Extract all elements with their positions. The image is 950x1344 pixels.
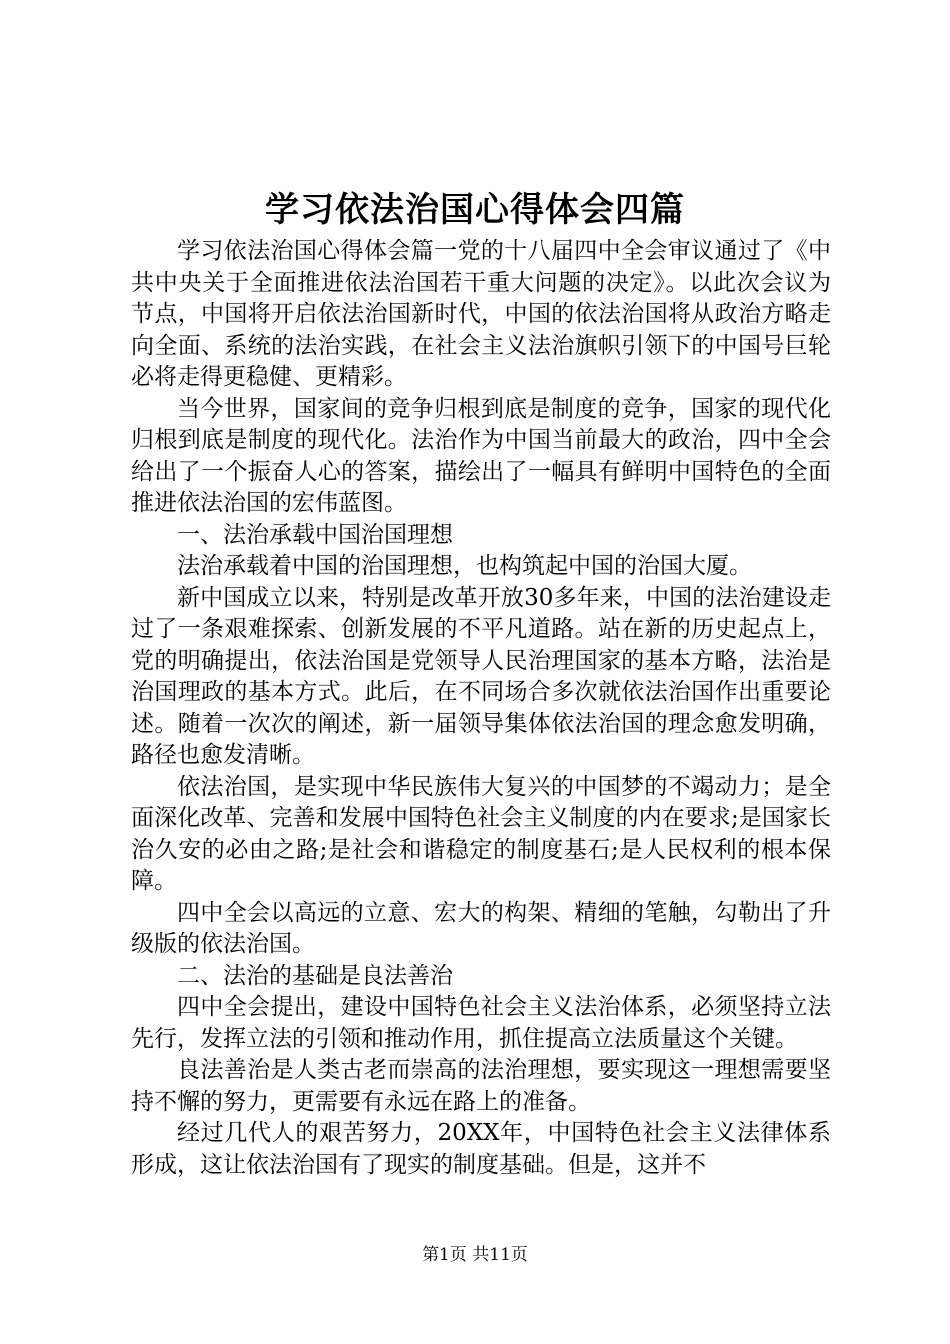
paragraph: 良法善治是人类古老而崇高的法治理想，要实现这一理想需要坚持不懈的努力，更需要有永远在路上的准备。: [131, 1057, 831, 1115]
document-title: 学习依法治国心得体会四篇: [265, 190, 685, 230]
paragraph: 当今世界，国家间的竞争归根到底是制度的竞争，国家的现代化归根到底是制度的现代化。法治作为中国当前最大的政治，四中全会给出了一个振奋人心的答案，描绘出了一幅具有鲜明中国特色的全面推进依法治国的宏伟蓝图。: [131, 395, 831, 516]
paragraph: 学习依法治国心得体会篇一党的十八届四中全会审议通过了《中共中央关于全面推进依法治国若干重大问题的决定》。以此次会议为节点，中国将开启依法治国新时代，中国的依法治国将从政治方略走向全面、系统的法治实践，在社会主义法治旗帜引领下的中国号巨轮必将走得更稳健、更精彩。: [131, 238, 831, 390]
paragraph: 依法治国，是实现中华民族伟大复兴的中国梦的不竭动力；是全面深化改革、完善和发展中国特色社会主义制度的内在要求;是国家长治久安的必由之路;是社会和谐稳定的制度基石;是人民权利的根本保障。: [131, 773, 831, 894]
paragraph: 四中全会提出，建设中国特色社会主义法治体系，必须坚持立法先行，发挥立法的引领和推动作用，抓住提高立法质量这个关键。: [131, 994, 831, 1052]
paragraph: 新中国成立以来，特别是改革开放30多年来，中国的法治建设走过了一条艰难探索、创新发展的不平凡道路。站在新的历史起点上，党的明确提出，依法治国是党领导人民治理国家的基本方略，法治是治国理政的基本方式。此后，在不同场合多次就依法治国作出重要论述。随着一次次的阐述，新一届领导集体依法治国的理念愈发明确，路径也愈发清晰。: [131, 584, 831, 768]
paragraph: 法治承载着中国的治国理想，也构筑起中国的治国大厦。: [177, 553, 752, 579]
document-body: [131, 236, 831, 1181]
paragraph: 经过几代人的艰苦努力，20XX年，中国特色社会主义法律体系形成，这让依法治国有了现实的制度基础。但是，这并不: [131, 1120, 831, 1178]
section-heading: 二、法治的基础是良法善治: [177, 962, 453, 989]
page-number-footer: 第1页 共11页: [422, 1245, 528, 1265]
section-heading: 一、法治承载中国治国理想: [177, 521, 453, 548]
paragraph: 四中全会以高远的立意、宏大的构架、精细的笔触，勾勒出了升级版的依法治国。: [131, 899, 831, 957]
